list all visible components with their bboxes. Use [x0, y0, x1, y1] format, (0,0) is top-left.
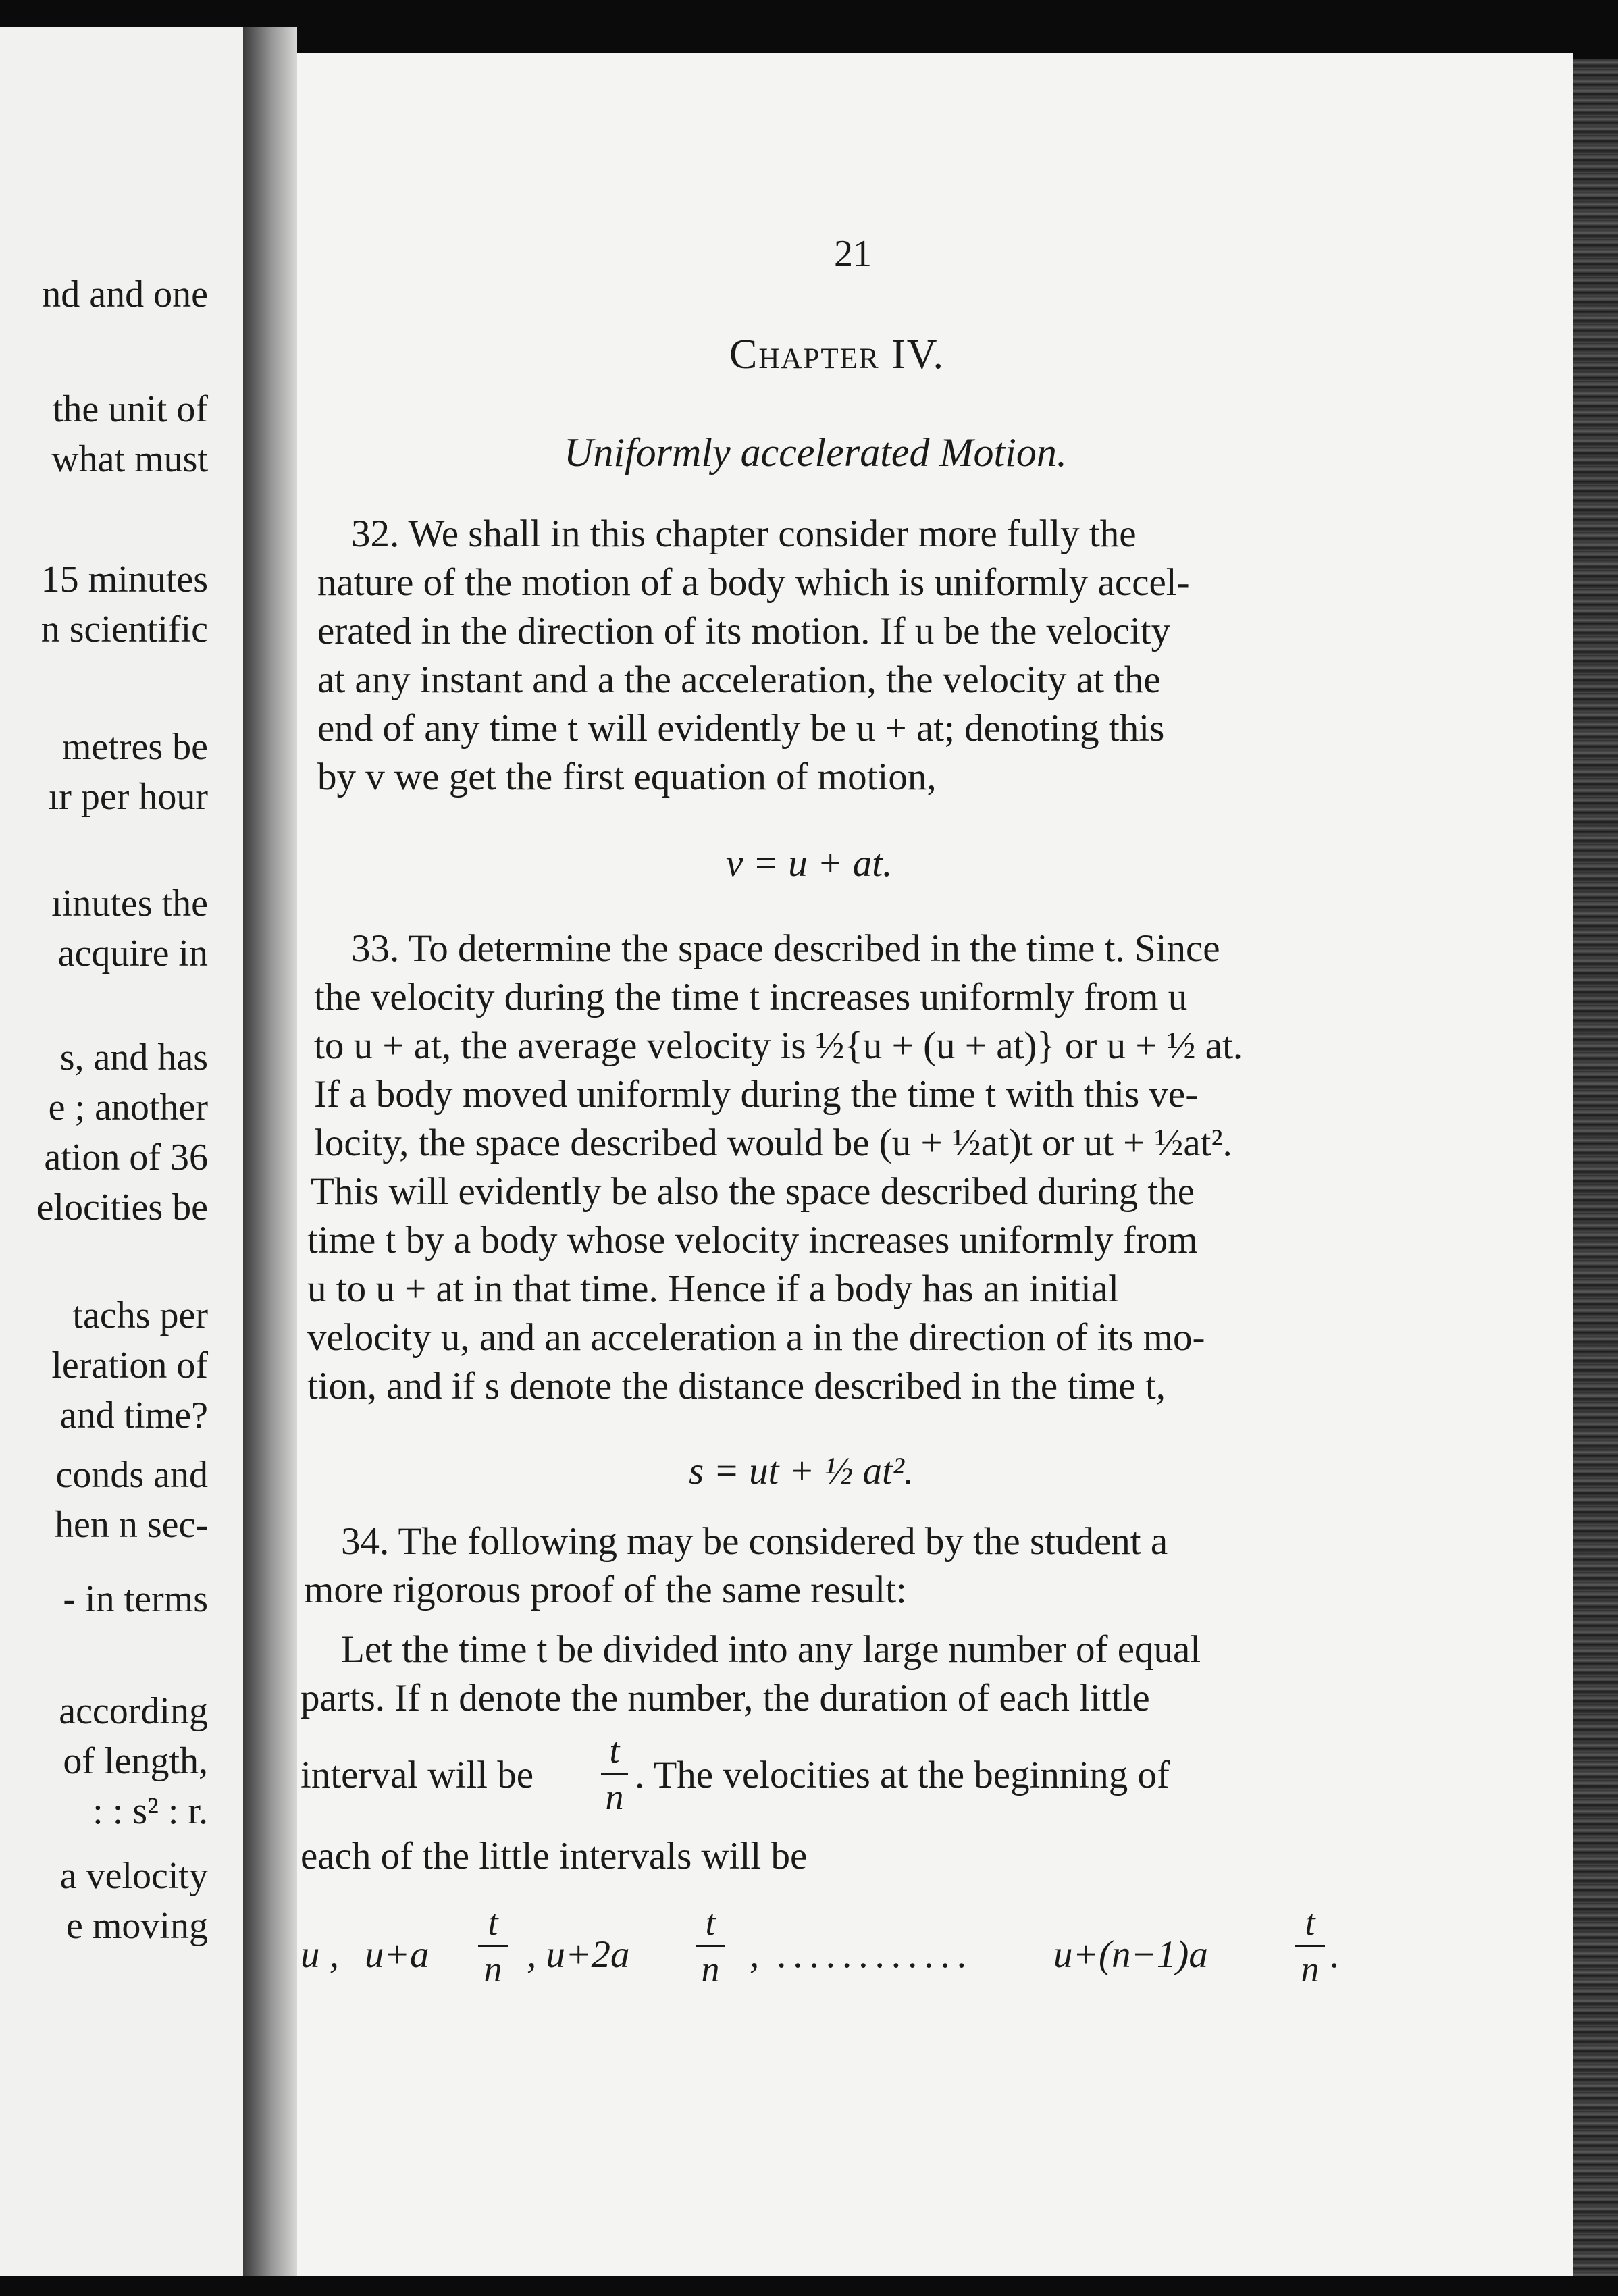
left-page-fragment: of length,: [63, 1740, 208, 1782]
left-page-fragment: a velocity: [59, 1855, 208, 1897]
chapter-heading: Chapter IV.: [729, 332, 945, 377]
left-page-fragment: ıinutes the: [51, 883, 208, 924]
para33-line: the velocity during the time t increases uniformly from u: [314, 976, 1188, 1018]
fraction-bar: [1295, 1945, 1325, 1947]
left-page-fragment: - in terms: [63, 1578, 208, 1620]
fraction-t-over-n: [601, 1732, 628, 1815]
left-page-fragment: acquire in: [57, 933, 208, 974]
para33-line: time t by a body whose velocity increases uniformly from: [307, 1219, 1198, 1261]
left-page-fragment: conds and: [55, 1454, 208, 1496]
equation-velocity: v = u + at.: [726, 842, 893, 885]
para35-line: parts. If n denote the number, the duration of each little: [301, 1677, 1150, 1719]
fraction-denominator: n: [605, 1777, 624, 1817]
para34-line: 34. The following may be considered by the student a: [341, 1520, 1168, 1563]
fraction-t-over-n: [696, 1904, 725, 1987]
left-page-fragment: elocities be: [36, 1186, 208, 1228]
chapter-subtitle: Uniformly accelerated Motion.: [564, 430, 1067, 475]
interval-line-after: . The velocities at the beginning of: [635, 1754, 1170, 1796]
last-line: each of the little intervals will be: [301, 1835, 808, 1877]
left-page-fragment: what must: [51, 438, 208, 480]
sequence-term: ,: [750, 1933, 760, 1976]
left-page-fragment: s, and has: [59, 1037, 208, 1078]
left-page-fragment: tachs per: [72, 1295, 208, 1336]
para35-line: Let the time t be divided into any large number of equal: [341, 1628, 1201, 1671]
left-page-fragment: : : s² : r.: [93, 1790, 208, 1832]
left-page-fragment: n scientific: [41, 608, 208, 650]
fraction-t-over-n: [1295, 1904, 1325, 1987]
para32-line: at any instant and a the acceleration, the velocity at the: [317, 658, 1161, 701]
fraction-numerator: t: [1305, 1902, 1315, 1943]
page-edge: [1573, 59, 1618, 2276]
left-page-fragment: 15 minutes: [41, 558, 208, 600]
left-page: [0, 27, 243, 2276]
left-page-fragment: hen n sec-: [54, 1504, 208, 1546]
para33-line: locity, the space described would be (u + ½at)t or ut + ½at².: [314, 1122, 1232, 1164]
para32-line: end of any time t will evidently be u + at; denoting this: [317, 707, 1165, 750]
left-page-fragment: metres be: [61, 726, 208, 768]
para32-line: by v we get the first equation of motion,: [317, 756, 937, 798]
sequence-ellipsis: ............: [777, 1933, 973, 1976]
fraction-denominator: n: [701, 1949, 720, 1989]
fraction-numerator: t: [488, 1902, 498, 1943]
para33-line: 33. To determine the space described in the time t. Since: [351, 927, 1220, 970]
para32-line: erated in the direction of its motion. If u be the velocity: [317, 610, 1171, 652]
fraction-numerator: t: [705, 1902, 716, 1943]
para33-line: u to u + at in that time. Hence if a body has an initial: [307, 1268, 1119, 1310]
para32-line: nature of the motion of a body which is uniformly accel-: [317, 561, 1190, 604]
sequence-end: .: [1330, 1933, 1340, 1976]
left-page-fragment: ation of 36: [44, 1137, 208, 1178]
equation-distance: s = ut + ½ at².: [689, 1450, 914, 1492]
sequence-term: u ,: [301, 1933, 339, 1976]
left-page-fragment: according: [59, 1690, 208, 1732]
fraction-numerator: t: [609, 1730, 620, 1771]
sequence-term: u+a: [365, 1933, 429, 1976]
sequence-term: u+(n−1)a: [1053, 1933, 1208, 1976]
fraction-bar: [601, 1773, 628, 1775]
left-page-fragment: e moving: [66, 1905, 208, 1947]
para33-line: velocity u, and an acceleration a in the direction of its mo-: [307, 1316, 1205, 1359]
sequence-term: , u+2a: [527, 1933, 630, 1976]
para33-line: tion, and if s denote the distance described in the time t,: [307, 1365, 1166, 1407]
left-page-fragment: leration of: [51, 1345, 208, 1386]
left-page-fragment: e ; another: [48, 1087, 208, 1128]
page-number: 21: [834, 233, 872, 275]
interval-line-before: interval will be: [301, 1754, 534, 1796]
left-page-fragment: the unit of: [52, 388, 208, 430]
fraction-denominator: n: [1301, 1949, 1320, 1989]
fraction-denominator: n: [484, 1949, 502, 1989]
fraction-bar: [478, 1945, 508, 1947]
fraction-t-over-n: [478, 1904, 508, 1987]
left-page-fragment: ır per hour: [48, 776, 208, 818]
para33-line: If a body moved uniformly during the time t with this ve-: [314, 1073, 1199, 1116]
para34-line: more rigorous proof of the same result:: [304, 1569, 907, 1611]
left-page-fragment: and time?: [59, 1394, 208, 1436]
fraction-bar: [696, 1945, 725, 1947]
para33-line: to u + at, the average velocity is ½{u + (u + at)} or u + ½ at.: [314, 1024, 1243, 1067]
para33-line: This will evidently be also the space described during the: [311, 1170, 1195, 1213]
para32-line: 32. We shall in this chapter consider more fully the: [351, 513, 1137, 555]
book-gutter: [243, 27, 297, 2276]
left-page-fragment: nd and one: [42, 273, 208, 315]
